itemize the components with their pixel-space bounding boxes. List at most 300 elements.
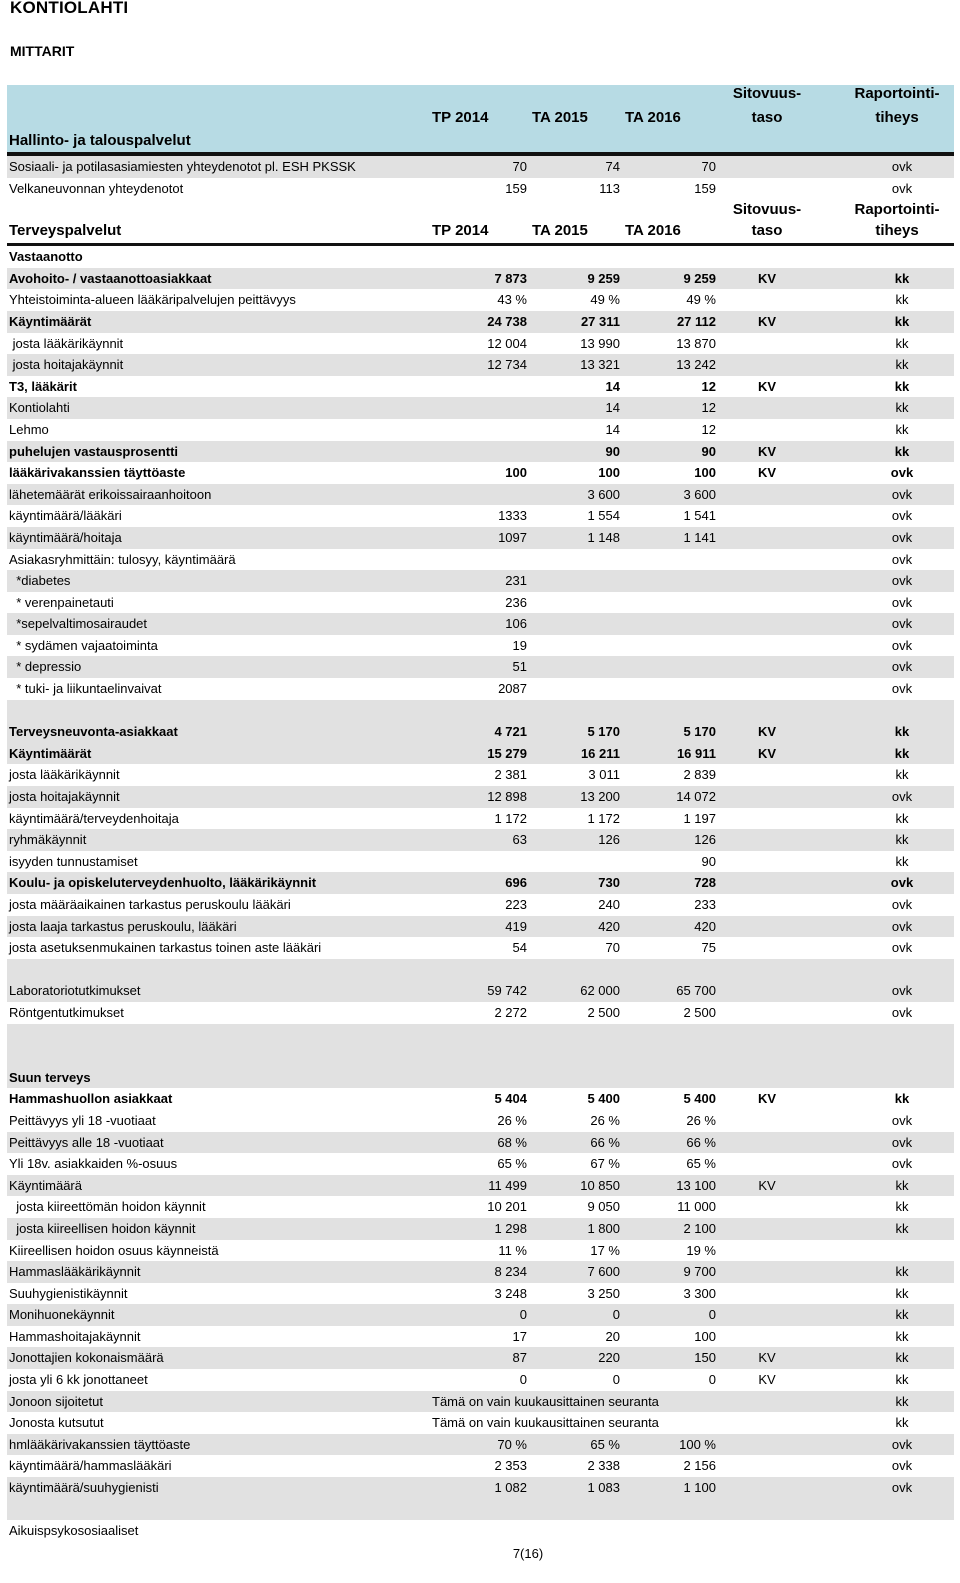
table-row	[7, 1261, 954, 1283]
table-row	[7, 1002, 954, 1024]
row-label: käyntimäärä/hoitaja	[9, 529, 122, 545]
value-ta2015: 2 500	[587, 1004, 620, 1020]
value-ta2016: 100	[694, 1328, 716, 1344]
value-raportointitiheys: ovk	[891, 918, 913, 934]
value-raportointitiheys: kk	[895, 1220, 909, 1236]
value-ta2016: 100 %	[679, 1436, 716, 1452]
table-row	[7, 397, 954, 419]
header2-ta2015: TA 2015	[532, 222, 588, 240]
value-ta2015: 65 %	[590, 1436, 620, 1452]
table-row	[7, 1067, 954, 1089]
value-tp2014: 11 %	[498, 1242, 527, 1258]
row-label: Käyntimäärät	[9, 745, 92, 761]
value-ta2015: 3 600	[587, 486, 620, 502]
value-raportointitiheys: kk	[894, 1091, 910, 1107]
header-section-hallinto: Hallinto- ja talouspalvelut	[9, 132, 191, 149]
value-raportointitiheys: kk	[895, 1264, 909, 1280]
row-label: Suun terveys	[9, 1069, 91, 1085]
value-tp2014: 63	[512, 832, 527, 848]
value-ta2016: 100	[694, 465, 716, 481]
value-ta2015: 70	[605, 940, 620, 956]
value-ta2016: 3 600	[683, 486, 716, 502]
value-raportointitiheys: kk	[895, 421, 909, 437]
value-tp2014: 1 298	[494, 1220, 527, 1236]
header-raportointi-2: tiheys	[875, 109, 919, 126]
row-label: isyyden tunnustamiset	[9, 853, 138, 869]
row-label: josta asetuksenmukainen tarkastus toinen aste lääkäri	[9, 940, 322, 956]
value-raportointitiheys: ovk	[891, 486, 913, 502]
table-row	[7, 376, 954, 398]
value-tp2014: 2087	[498, 681, 527, 697]
value-ta2015: 100	[598, 465, 620, 481]
value-ta2016: 126	[694, 832, 716, 848]
row-label: käyntimäärä/suuhygienisti	[9, 1480, 159, 1496]
row-label: josta hoitajakäynnit	[9, 357, 124, 373]
table-row	[7, 980, 954, 1002]
value-tp2014: 51	[512, 659, 527, 675]
value-ta2015: 5 170	[587, 724, 620, 740]
table-row	[7, 872, 954, 894]
value-sitovuustaso: KV	[757, 1091, 777, 1107]
value-tp2014: 7 873	[494, 270, 527, 286]
row-label: josta kiireellisen hoidon käynnit	[9, 1220, 196, 1236]
table-row	[7, 916, 954, 938]
value-sitovuustaso: KV	[758, 1350, 776, 1366]
value-tp2014: 8 234	[494, 1264, 527, 1280]
table-row	[7, 462, 954, 484]
table-row	[7, 1045, 954, 1067]
value-ta2015: 14	[605, 400, 620, 416]
value-tp2014: 106	[505, 616, 527, 632]
value-ta2016: 233	[694, 897, 716, 912]
row-label: Aikuispsykososiaaliset	[9, 1523, 139, 1539]
value-raportointitiheys: kk	[895, 1350, 909, 1366]
row-label: hmlääkärivakanssien täyttöaste	[9, 1436, 191, 1452]
value-ta2015: 3 011	[588, 767, 620, 783]
row-label: josta määräaikainen tarkastus peruskoulu lääkäri	[9, 897, 291, 912]
value-raportointitiheys: ovk	[891, 940, 913, 956]
value-raportointitiheys: ovk	[891, 1156, 913, 1172]
value-ta2015: 7 600	[587, 1264, 620, 1280]
value-raportointitiheys: kk	[894, 724, 910, 740]
value-raportointitiheys: ovk	[891, 1112, 913, 1128]
table-header-hallinto	[7, 85, 954, 156]
row-label: käyntimäärä/lääkäri	[9, 508, 122, 524]
value-ta2016: 2 100	[683, 1220, 716, 1236]
value-tp2014: 100	[505, 465, 527, 481]
row-note: Tämä on vain kuukausittainen seuranta	[432, 1415, 659, 1431]
table-row	[7, 419, 954, 441]
header-raportointi-1: Raportointi-	[854, 85, 940, 102]
value-raportointitiheys: ovk	[891, 573, 913, 589]
value-tp2014: 26 %	[497, 1112, 527, 1128]
value-ta2015: 420	[598, 918, 620, 934]
value-raportointitiheys: kk	[895, 767, 909, 783]
value-raportointitiheys: ovk	[891, 983, 913, 999]
value-raportointitiheys: ovk	[891, 659, 913, 675]
value-raportointitiheys: kk	[894, 378, 910, 394]
value-tp2014: 11 499	[488, 1177, 527, 1193]
value-ta2015: 66 %	[590, 1134, 620, 1150]
value-tp2014: 231	[505, 573, 527, 589]
value-ta2015: 26 %	[590, 1112, 620, 1128]
value-raportointitiheys: ovk	[890, 465, 914, 481]
value-raportointitiheys: ovk	[891, 529, 913, 545]
value-ta2016: 19 %	[686, 1242, 716, 1258]
row-label: T3, lääkärit	[9, 378, 77, 394]
value-ta2015: 1 554	[587, 508, 620, 524]
table-row	[7, 959, 954, 981]
row-label: lähetemäärät erikoissairaanhoitoon	[9, 486, 212, 502]
table-row	[7, 1024, 954, 1046]
value-ta2015: 1 148	[587, 529, 620, 545]
value-ta2015: 730	[598, 875, 620, 891]
value-ta2016: 14 072	[676, 789, 716, 805]
value-tp2014: 419	[505, 918, 527, 934]
value-raportointitiheys: kk	[895, 335, 909, 351]
table-row	[7, 570, 954, 592]
value-ta2015: 240	[598, 897, 620, 912]
row-label: josta hoitajakäynnit	[9, 789, 120, 805]
value-ta2016: 9 700	[683, 1264, 716, 1280]
value-ta2015: 14	[605, 378, 620, 394]
row-label: josta laaja tarkastus peruskoulu, lääkäri	[9, 918, 237, 934]
value-ta2016: 12	[701, 378, 716, 394]
row-label: Hammaslääkärikäynnit	[9, 1264, 141, 1280]
value-tp2014: 2 353	[494, 1458, 527, 1474]
table-row	[7, 246, 954, 268]
value-raportointitiheys: ovk	[891, 180, 913, 196]
table-row	[7, 441, 954, 463]
header2-raportointi-1: Raportointi-	[854, 201, 940, 219]
value-ta2016: 0	[708, 1372, 716, 1388]
row-label: josta lääkärikäynnit	[9, 767, 120, 783]
value-raportointitiheys: kk	[894, 443, 910, 459]
value-tp2014: 696	[505, 875, 527, 891]
value-ta2016: 728	[694, 875, 716, 891]
value-raportointitiheys: ovk	[891, 159, 913, 174]
row-label: * tuki- ja liikuntaelinvaivat	[9, 681, 162, 697]
value-tp2014: 19	[512, 637, 527, 653]
row-label: *diabetes	[9, 573, 71, 589]
value-ta2016: 13 870	[676, 335, 716, 351]
value-tp2014: 68 %	[497, 1134, 527, 1150]
value-raportointitiheys: kk	[895, 1285, 909, 1301]
value-tp2014: 65 %	[497, 1156, 527, 1172]
value-ta2016: 0	[708, 1307, 716, 1323]
value-tp2014: 2 272	[494, 1004, 527, 1020]
table-row	[7, 333, 954, 355]
value-ta2016: 13 100	[676, 1177, 716, 1193]
value-ta2015: 2 338	[587, 1458, 620, 1474]
value-ta2016: 65 %	[686, 1156, 716, 1172]
value-ta2015: 16 211	[580, 745, 620, 761]
value-tp2014: 0	[519, 1372, 527, 1388]
value-raportointitiheys: kk	[895, 1177, 909, 1193]
header2-tp2014: TP 2014	[432, 222, 489, 240]
header2-sitovuus-2: taso	[751, 222, 783, 240]
row-label: Monihuonekäynnit	[9, 1307, 115, 1323]
value-tp2014: 10 201	[487, 1199, 527, 1215]
value-raportointitiheys: kk	[895, 357, 909, 373]
value-raportointitiheys: kk	[895, 292, 909, 308]
value-sitovuustaso: KV	[758, 1372, 776, 1388]
rows-hallinto	[7, 156, 954, 199]
table-row	[7, 1520, 954, 1542]
value-raportointitiheys: ovk	[891, 897, 913, 912]
value-tp2014: 4 721	[494, 724, 527, 740]
table-row	[7, 786, 954, 808]
value-raportointitiheys: kk	[895, 832, 909, 848]
table-row	[7, 1455, 954, 1477]
rows-terveys	[7, 246, 954, 1542]
value-ta2015: 27 311	[580, 313, 620, 329]
value-ta2016: 9 259	[683, 270, 716, 286]
value-ta2016: 12	[701, 400, 716, 416]
page-number: 7(16)	[512, 1546, 544, 1561]
value-ta2016: 26 %	[686, 1112, 716, 1128]
value-ta2016: 65 700	[676, 983, 716, 999]
table-row	[7, 1347, 954, 1369]
value-tp2014: 12 898	[487, 789, 527, 805]
row-label: Lehmo	[9, 421, 49, 437]
value-ta2016: 5 400	[683, 1091, 716, 1107]
value-raportointitiheys: ovk	[891, 681, 913, 697]
metrics-table	[7, 85, 954, 1542]
row-label: käyntimäärä/terveydenhoitaja	[9, 810, 179, 826]
row-label: Laboratoriotutkimukset	[9, 983, 141, 999]
value-sitovuustaso: KV	[757, 443, 777, 459]
table-row	[7, 1326, 954, 1348]
row-label: Kiireellisen hoidon osuus käynneistä	[9, 1242, 219, 1258]
header-sitovuus-1: Sitovuus-	[732, 85, 802, 102]
value-sitovuustaso: KV	[757, 378, 777, 394]
value-raportointitiheys: ovk	[890, 875, 914, 891]
row-label: Yli 18v. asiakkaiden %-osuus	[9, 1156, 178, 1172]
value-tp2014: 54	[512, 940, 527, 956]
value-ta2015: 0	[612, 1307, 620, 1323]
value-sitovuustaso: KV	[757, 745, 777, 761]
value-sitovuustaso: KV	[757, 465, 777, 481]
value-sitovuustaso: KV	[757, 270, 777, 286]
value-raportointitiheys: ovk	[891, 551, 913, 567]
value-ta2015: 1 083	[587, 1480, 620, 1496]
value-ta2016: 2 500	[683, 1004, 716, 1020]
value-ta2015: 10 850	[580, 1177, 620, 1193]
value-ta2015: 1 172	[587, 810, 620, 826]
table-row	[7, 1391, 954, 1413]
value-ta2016: 5 170	[683, 724, 716, 740]
row-note: Tämä on vain kuukausittainen seuranta	[432, 1393, 659, 1409]
value-ta2015: 74	[605, 159, 620, 174]
table-row	[7, 178, 954, 200]
value-ta2016: 27 112	[676, 313, 716, 329]
value-tp2014: 24 738	[487, 313, 527, 329]
value-raportointitiheys: kk	[895, 400, 909, 416]
value-raportointitiheys: kk	[894, 745, 910, 761]
value-ta2016: 1 541	[683, 508, 716, 524]
table-row	[7, 635, 954, 657]
value-ta2015: 20	[605, 1328, 620, 1344]
value-raportointitiheys: ovk	[891, 1436, 913, 1452]
page-subtitle: MITTARIT	[10, 43, 75, 59]
value-raportointitiheys: kk	[895, 1328, 909, 1344]
header-sitovuus-2: taso	[751, 109, 783, 126]
value-ta2016: 12	[701, 421, 716, 437]
row-label: lääkärivakanssien täyttöaste	[9, 465, 186, 481]
value-ta2015: 5 400	[587, 1091, 620, 1107]
row-label: Koulu- ja opiskeluterveydenhuolto, lääkärikäynnit	[9, 875, 317, 891]
value-ta2015: 49 %	[590, 292, 620, 308]
value-tp2014: 1097	[498, 529, 527, 545]
row-label: * verenpainetauti	[9, 594, 114, 610]
row-label: Peittävyys alle 18 -vuotiaat	[9, 1134, 164, 1150]
value-raportointitiheys: ovk	[891, 1480, 913, 1496]
table-row	[7, 1240, 954, 1262]
row-label: Yhteistoiminta-alueen lääkäripalvelujen peittävyys	[9, 292, 296, 308]
value-ta2015: 9 259	[587, 270, 620, 286]
row-label: josta yli 6 kk jonottaneet	[9, 1372, 148, 1388]
value-ta2015: 113	[599, 180, 620, 196]
value-ta2015: 126	[598, 832, 620, 848]
table-row	[7, 289, 954, 311]
value-tp2014: 3 248	[494, 1285, 527, 1301]
value-ta2016: 11 000	[677, 1199, 716, 1215]
row-label: Velkaneuvonnan yhteydenotot	[9, 180, 184, 196]
value-tp2014: 70 %	[497, 1436, 527, 1452]
value-ta2015: 17 %	[590, 1242, 620, 1258]
value-tp2014: 17	[512, 1328, 527, 1344]
value-tp2014: 70	[512, 159, 527, 174]
table-row	[7, 156, 954, 178]
header2-raportointi-2: tiheys	[875, 222, 919, 240]
table-row	[7, 484, 954, 506]
table-row	[7, 613, 954, 635]
value-ta2015: 14	[605, 421, 620, 437]
value-tp2014: 159	[505, 180, 527, 196]
header-section-terveys: Terveyspalvelut	[9, 222, 122, 240]
table-row	[7, 268, 954, 290]
row-label: Asiakasryhmittäin: tulosyy, käyntimäärä	[9, 551, 236, 567]
value-tp2014: 12 734	[487, 357, 527, 373]
value-raportointitiheys: ovk	[891, 789, 913, 805]
value-sitovuustaso: KV	[758, 1177, 776, 1193]
value-tp2014: 1 172	[494, 810, 527, 826]
row-label: puhelujen vastausprosentti	[9, 443, 179, 459]
value-ta2016: 159	[694, 180, 716, 196]
page-title: KONTIOLAHTI	[10, 0, 129, 17]
value-ta2016: 16 911	[676, 745, 716, 761]
value-raportointitiheys: kk	[895, 853, 909, 869]
value-ta2015: 90	[605, 443, 620, 459]
table-row	[7, 1088, 954, 1110]
value-tp2014: 15 279	[487, 745, 527, 761]
row-label: josta kiireettömän hoidon käynnit	[9, 1199, 206, 1215]
header-tp2014: TP 2014	[432, 109, 489, 126]
value-ta2015: 1 800	[587, 1220, 620, 1236]
row-label: *sepelvaltimosairaudet	[9, 616, 148, 632]
header2-sitovuus-1: Sitovuus-	[732, 201, 802, 219]
table-row	[7, 1304, 954, 1326]
value-ta2016: 1 141	[683, 529, 716, 545]
table-row	[7, 764, 954, 786]
table-row	[7, 1283, 954, 1305]
table-row	[7, 505, 954, 527]
value-raportointitiheys: kk	[894, 313, 910, 329]
table-row	[7, 829, 954, 851]
value-ta2016: 2 156	[683, 1458, 716, 1474]
value-raportointitiheys: kk	[895, 810, 909, 826]
row-label: Peittävyys yli 18 -vuotiaat	[9, 1112, 156, 1128]
table-row	[7, 592, 954, 614]
value-raportointitiheys: ovk	[891, 616, 913, 632]
header2-ta2016: TA 2016	[625, 222, 681, 240]
table-row	[7, 1175, 954, 1197]
table-row	[7, 1412, 954, 1434]
value-raportointitiheys: kk	[895, 1307, 909, 1323]
value-ta2015: 62 000	[580, 983, 620, 999]
value-ta2016: 90	[701, 443, 716, 459]
value-raportointitiheys: ovk	[891, 1458, 913, 1474]
table-row	[7, 700, 954, 722]
value-ta2015: 67 %	[590, 1156, 620, 1172]
table-row	[7, 1369, 954, 1391]
value-tp2014: 43 %	[497, 292, 527, 308]
row-label: Jonottajien kokonaismäärä	[9, 1350, 164, 1366]
table-row	[7, 656, 954, 678]
row-label: Suuhygienistikäynnit	[9, 1285, 128, 1301]
row-label: Avohoito- / vastaanottoasiakkaat	[9, 270, 212, 286]
header-ta2015: TA 2015	[532, 109, 588, 126]
value-ta2016: 70	[701, 159, 716, 174]
value-tp2014: 236	[505, 594, 527, 610]
table-row	[7, 1110, 954, 1132]
value-ta2016: 1 197	[683, 810, 716, 826]
value-ta2016: 3 300	[683, 1285, 716, 1301]
table-row	[7, 678, 954, 700]
table-row	[7, 354, 954, 376]
table-row	[7, 527, 954, 549]
row-label: Käyntimäärä	[9, 1177, 82, 1193]
value-raportointitiheys: kk	[895, 1415, 909, 1431]
table-row	[7, 311, 954, 333]
value-ta2016: 2 839	[683, 767, 716, 783]
table-row	[7, 851, 954, 873]
value-tp2014: 5 404	[494, 1091, 527, 1107]
value-raportointitiheys: ovk	[891, 594, 913, 610]
value-ta2015: 220	[598, 1350, 620, 1366]
table-row	[7, 1196, 954, 1218]
table-row	[7, 1218, 954, 1240]
value-ta2016: 420	[694, 918, 716, 934]
table-row	[7, 808, 954, 830]
row-label: Vastaanotto	[9, 249, 83, 265]
value-raportointitiheys: kk	[894, 270, 910, 286]
value-raportointitiheys: ovk	[891, 1004, 913, 1020]
row-label: Röntgentutkimukset	[9, 1004, 124, 1020]
value-tp2014: 59 742	[487, 983, 527, 999]
table-row	[7, 1434, 954, 1456]
value-ta2016: 90	[701, 853, 716, 869]
value-ta2016: 13 242	[676, 357, 716, 373]
value-ta2015: 9 050	[587, 1199, 620, 1215]
table-header-terveys	[7, 199, 954, 246]
table-row	[7, 937, 954, 959]
table-row	[7, 549, 954, 571]
table-row	[7, 1477, 954, 1499]
value-tp2014: 2 381	[494, 767, 527, 783]
row-label: käyntimäärä/hammaslääkäri	[9, 1458, 172, 1474]
